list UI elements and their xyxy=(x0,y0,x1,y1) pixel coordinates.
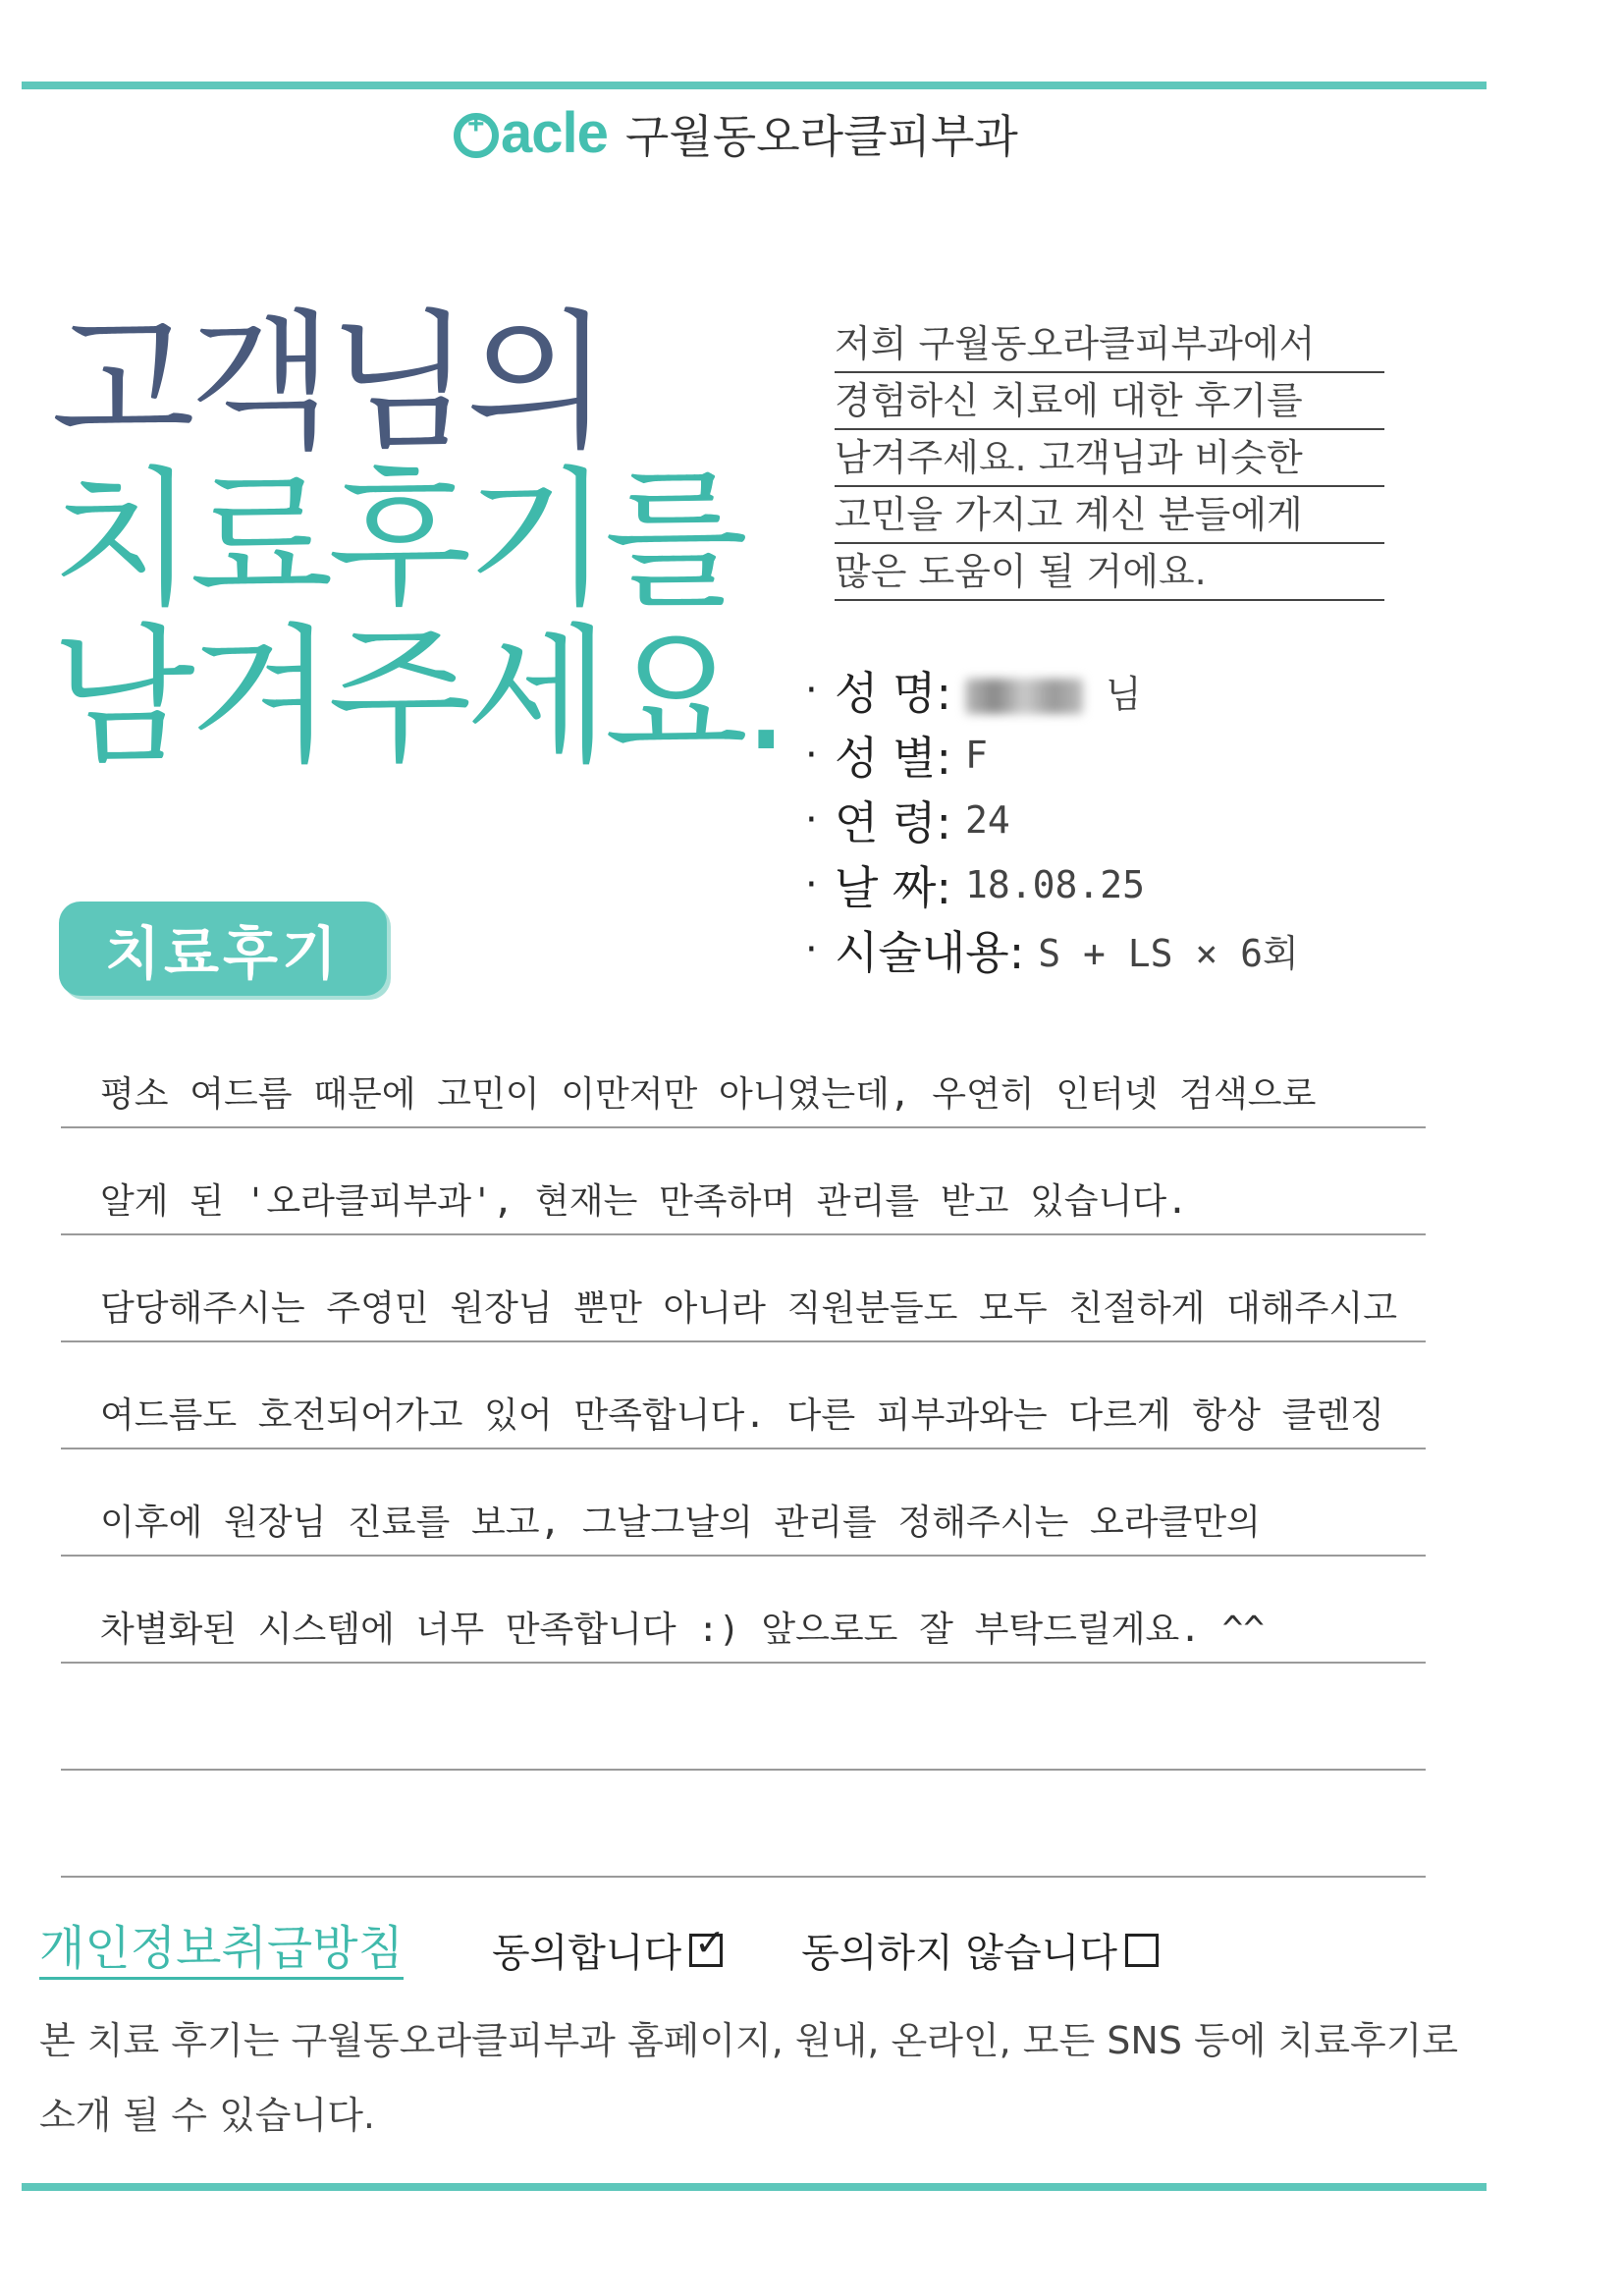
agree-option[interactable] xyxy=(492,1922,723,1978)
info-date-row: · 날 짜: 18.08.25 xyxy=(805,852,1492,917)
date-value: 18.08.25 xyxy=(965,863,1146,906)
age-value: 24 xyxy=(965,798,1010,842)
redacted-name xyxy=(965,679,1083,714)
review-line-text: 알게 된 '오라클피부과', 현재는 만족하며 관리를 받고 있습니다. xyxy=(100,1181,1188,1222)
info-treatment-row: · 시술내용: S + LS × 6회 xyxy=(805,917,1492,982)
review-line xyxy=(61,1449,1426,1557)
headline-line2: 치료후기를 xyxy=(51,453,743,627)
intro-line: 고민을 가지고 계신 분들에게 xyxy=(835,487,1384,544)
name-value xyxy=(965,664,1142,718)
logo-text: acle xyxy=(501,101,608,165)
clinic-name: 구월동오라클피부과 xyxy=(624,109,1018,163)
treatment-value: S + LS × 6회 xyxy=(1038,931,1299,975)
info-name-row: · 성 명: 님 xyxy=(805,658,1492,723)
review-badge: 치료후기 xyxy=(59,902,387,996)
review-line xyxy=(61,1771,1426,1878)
top-divider xyxy=(22,82,1487,89)
headline-line3: 남겨주세요. xyxy=(51,610,784,784)
review-line-text: 차별화된 시스템에 너무 만족합니다 :) 앞으로도 잘 부탁드릴게요. ^^ xyxy=(100,1610,1265,1650)
name-suffix: 님 xyxy=(1105,672,1142,716)
name-label: 성 명: xyxy=(835,667,951,720)
disagree-option[interactable] xyxy=(801,1922,1159,1978)
review-line-text: 담당해주시는 주영민 원장님 뿐만 아니라 직원분들도 모두 친절하게 대해주시고 xyxy=(100,1288,1397,1329)
review-line-text: 여드름도 호전되어가고 있어 만족합니다. 다른 피부과와는 다르게 항상 클렌징 xyxy=(100,1395,1384,1436)
privacy-section xyxy=(39,1920,1237,1980)
info-gender-row: · 성 별: F xyxy=(805,723,1492,788)
review-line-text: 평소 여드름 때문에 고민이 이만저만 아니였는데, 우연히 인터넷 검색으로 xyxy=(100,1074,1317,1115)
treatment-label: 시술내용: xyxy=(835,926,1025,979)
info-age-row: · 연 령: 24 xyxy=(805,788,1492,852)
patient-info xyxy=(805,658,1492,982)
agree-label: 동의합니다 xyxy=(491,1931,682,1976)
clinic-logo xyxy=(454,100,1018,166)
privacy-notice xyxy=(39,2003,1483,2153)
review-line xyxy=(61,1128,1426,1235)
headline xyxy=(51,296,784,784)
review-line xyxy=(61,1235,1426,1342)
date-label: 날 짜: xyxy=(835,861,951,914)
headline-line1: 고객님의 xyxy=(51,296,605,469)
gender-label: 성 별: xyxy=(835,732,951,785)
intro-line: 많은 도움이 될 거에요. xyxy=(835,544,1384,601)
logo-o-icon xyxy=(454,113,499,158)
review-line xyxy=(61,1664,1426,1771)
gender-value: F xyxy=(965,734,988,777)
review-line xyxy=(61,1342,1426,1449)
notice-line2: 소개 될 수 있습니다. xyxy=(39,2094,375,2137)
bottom-divider xyxy=(22,2183,1487,2191)
privacy-title: 개인정보취급방침 xyxy=(39,1920,404,1980)
review-text xyxy=(61,1021,1426,1878)
age-label: 연 령: xyxy=(835,796,951,849)
review-line-text: 이후에 원장님 진료를 보고, 그날그날의 관리를 정해주시는 오라클만의 xyxy=(100,1503,1261,1543)
disagree-checkbox[interactable] xyxy=(1125,1934,1159,1967)
notice-line1: 본 치료 후기는 구월동오라클피부과 홈페이지, 원내, 온라인, 모든 SNS 등에 치료후기로 xyxy=(39,2019,1459,2062)
intro-line: 저희 구월동오라클피부과에서 xyxy=(835,316,1384,373)
intro-line: 남겨주세요. 고객님과 비슷한 xyxy=(835,430,1384,487)
disagree-label: 동의하지 않습니다 xyxy=(801,1931,1117,1976)
intro-line: 경험하신 치료에 대한 후기를 xyxy=(835,373,1384,430)
intro-text xyxy=(835,316,1384,601)
review-line xyxy=(61,1021,1426,1128)
agree-checkbox[interactable] xyxy=(689,1934,723,1967)
review-line xyxy=(61,1557,1426,1664)
oracle-logo-mark xyxy=(454,100,608,166)
